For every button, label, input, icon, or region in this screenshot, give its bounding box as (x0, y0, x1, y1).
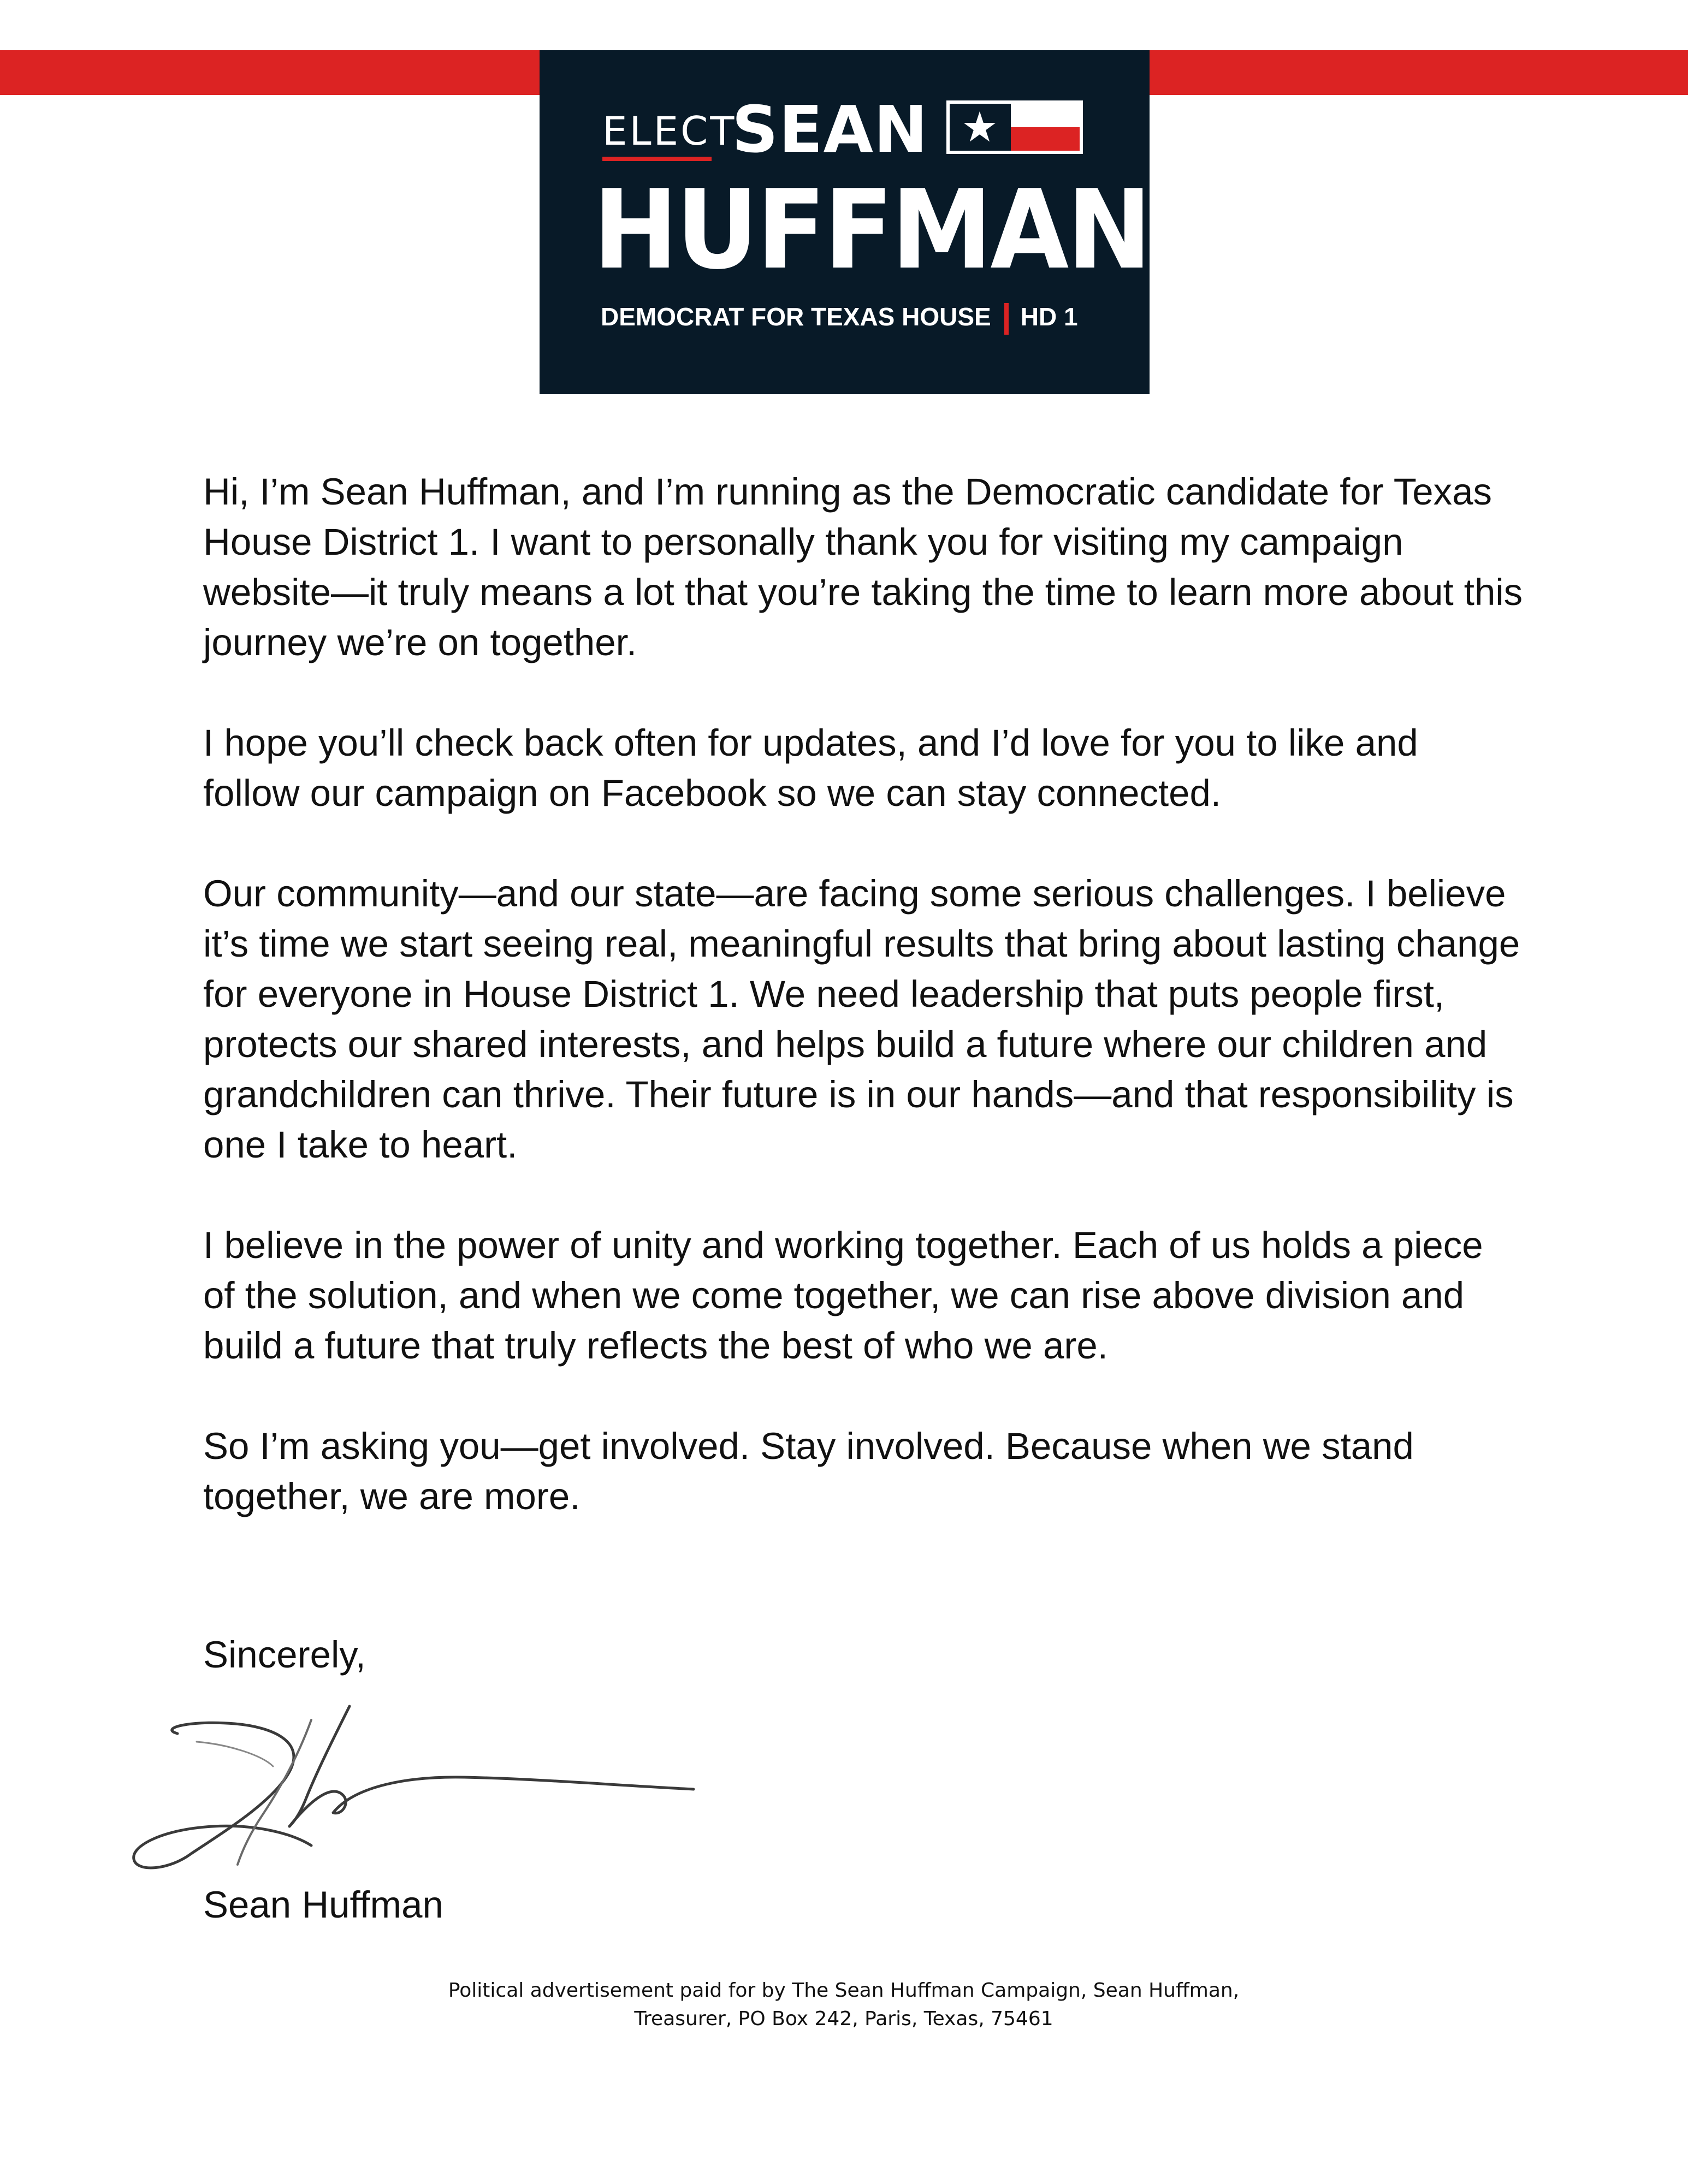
letter-paragraph: I hope you’ll check back often for updates, and I’d love for you to like and follow our campaign on Facebook so we can stay connected. (203, 722, 1418, 814)
logo-first-name: SEAN (732, 92, 928, 167)
flag-red-band (1011, 127, 1080, 151)
disclaimer-line-1: Political advertisement paid for by The Sean Huffman Campaign, Sean Huffman, (448, 1979, 1240, 2002)
logo-last-name: HUFFMAN (593, 167, 1150, 294)
logo-tagline (601, 300, 1078, 335)
signer-name: Sean Huffman (203, 1884, 443, 1926)
texas-flag-icon (946, 100, 1083, 154)
handwritten-signature (126, 1690, 726, 1876)
letter-paragraph: So I’m asking you—get involved. Stay involved. Because when we stand together, we are more. (203, 1425, 1414, 1517)
campaign-logo (540, 50, 1150, 394)
flag-white-band (1011, 104, 1080, 127)
logo-elect-underline (602, 157, 712, 161)
disclaimer-line-2: Treasurer, PO Box 242, Paris, Texas, 75461 (634, 2008, 1053, 2030)
logo-tagline-divider (1004, 303, 1009, 335)
political-ad-disclaimer (352, 1977, 1335, 2033)
letter-paragraph: Our community—and our state—are facing some serious challenges. I believe it’s time we start seeing real, meaningful results that bring about lasting change for everyone in House District 1. We need leadership that puts people first, protects our shared interests, and helps build a future where our children and grandchildren can thrive. Their future is in our hands—and that responsibility is one I take to heart. (203, 873, 1520, 1166)
letter-paragraph: Hi, I’m Sean Huffman, and I’m running as the Democratic candidate for Texas House District 1. I want to personally thank you for visiting my campaign website—it truly means a lot that you’re taking the time to learn more about this journey we’re on together. (203, 471, 1523, 663)
flag-star-icon: ★ (961, 103, 999, 151)
letter-closing: Sincerely, (203, 1634, 366, 1676)
logo-elect-text: ELECT (602, 108, 737, 154)
logo-tagline-party: DEMOCRAT FOR TEXAS HOUSE (601, 302, 991, 331)
letter-paragraph: I believe in the power of unity and working together. Each of us holds a piece of the solution, and when we come together, we can rise above division and build a future that truly reflects the best of who we are. (203, 1224, 1483, 1367)
logo-tagline-district: HD 1 (1020, 302, 1078, 331)
letter-body (203, 467, 1525, 1572)
